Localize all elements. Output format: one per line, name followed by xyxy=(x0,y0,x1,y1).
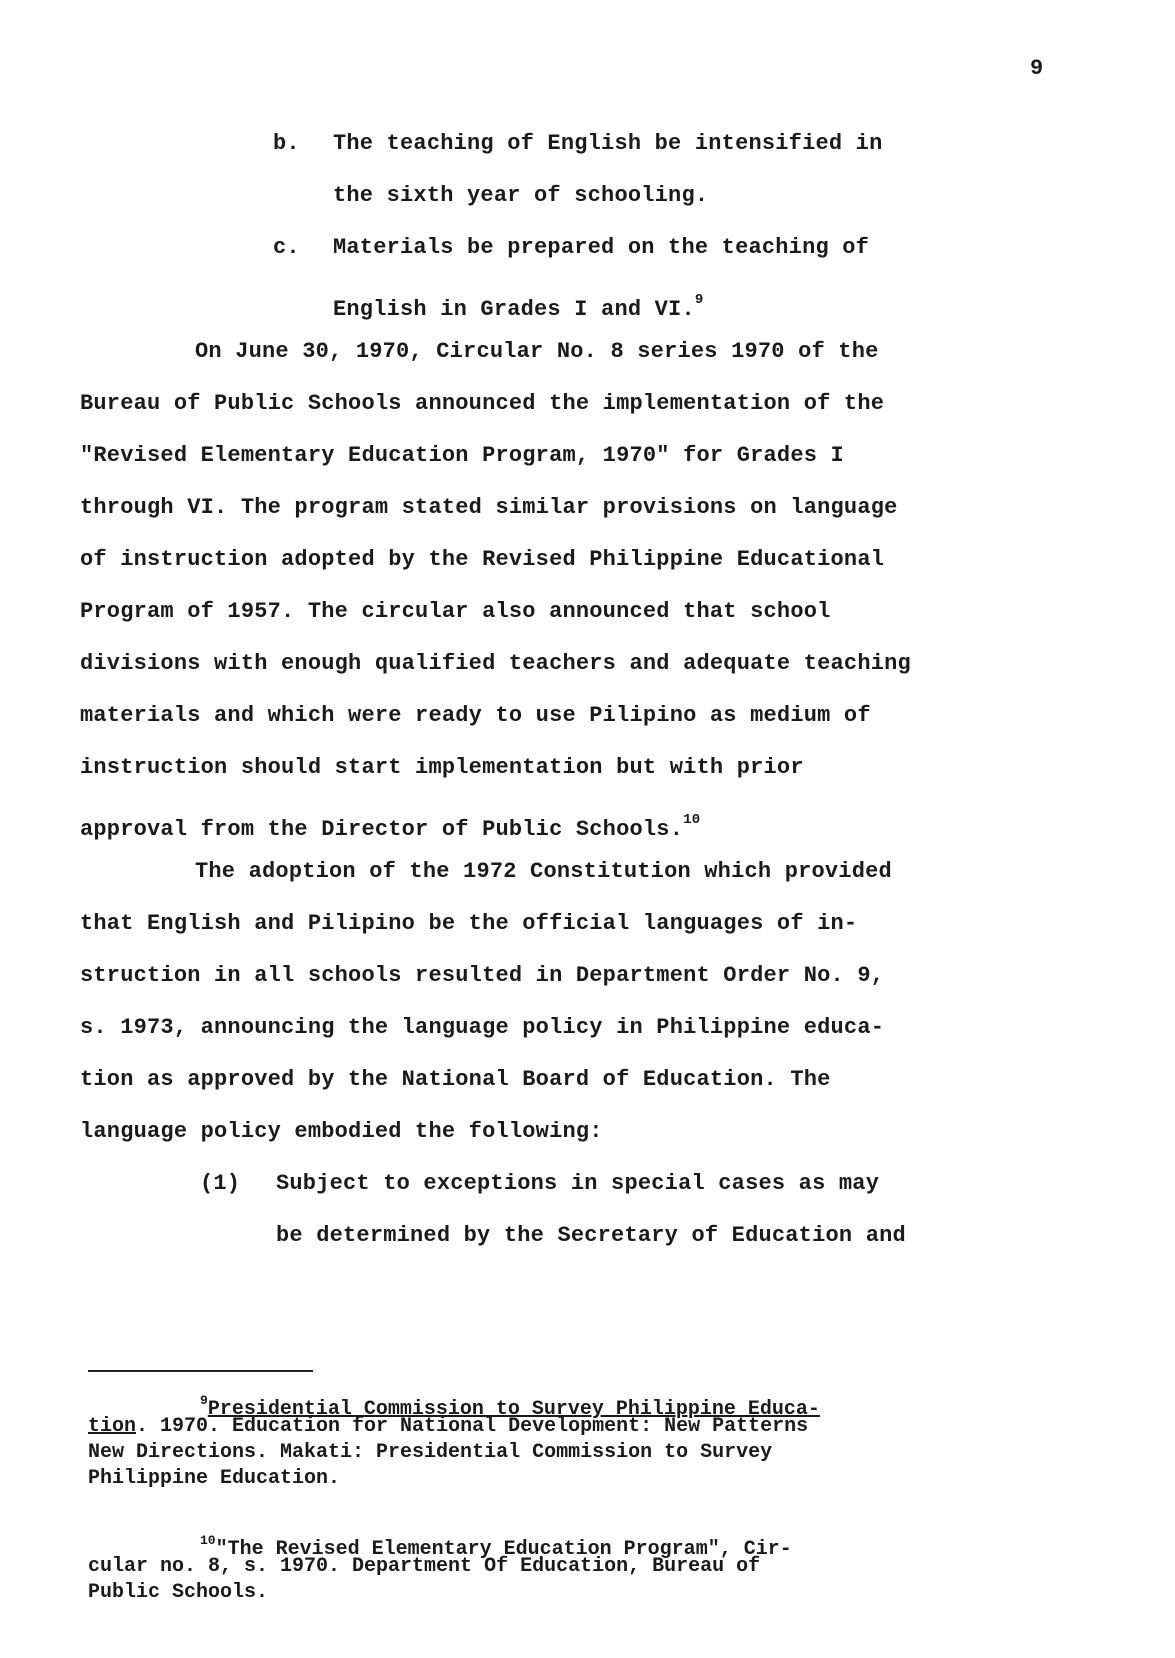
footnote-10-line-1: $^{10}$"The Revised Elementary Education Program", Cir- xyxy=(200,1533,792,1561)
para2-line-1: The adoption of the 1972 Constitution which provided xyxy=(195,859,892,884)
para2-line-2: that English and Pilipino be the official languages of in- xyxy=(80,911,858,936)
footnote-separator xyxy=(88,1370,313,1372)
para1-line-9: instruction should start implementation but with prior xyxy=(80,755,804,780)
list-marker-c: c. xyxy=(273,235,300,260)
footnote-9-line-2: tion. 1970. Education for National Development: New Patterns xyxy=(88,1415,809,1438)
list-marker-b: b. xyxy=(273,131,300,156)
footnote-10-line-3: Public Schools. xyxy=(88,1581,269,1604)
footnote-9-line-3: New Directions. Makati: Presidential Commission to Survey xyxy=(88,1441,773,1464)
numbered-item-marker: (1) xyxy=(200,1171,241,1196)
footnote-9-line-1: $^9$Presidential Commission to Survey Philippine Educa- xyxy=(200,1393,820,1421)
para1-line-7: divisions with enough qualified teachers and adequate teaching xyxy=(80,651,911,676)
footnote-ref-9: 9 xyxy=(694,292,704,308)
numbered-item-line-2: be determined by the Secretary of Education and xyxy=(276,1223,906,1248)
page-number: 9 xyxy=(1030,56,1044,81)
footnote-10-number: 10 xyxy=(200,1533,216,1548)
para2-line-6: language policy embodied the following: xyxy=(80,1119,603,1144)
para1-line-8: materials and which were ready to use Pilipino as medium of xyxy=(80,703,871,728)
footnote-ref-10: 10 xyxy=(683,812,701,828)
para1-line-2: Bureau of Public Schools announced the implementation of the xyxy=(80,391,885,416)
numbered-item-line-1: Subject to exceptions in special cases as may xyxy=(276,1171,880,1196)
list-item-b-line-2: the sixth year of schooling. xyxy=(333,183,709,208)
footnote-9-number: 9 xyxy=(200,1393,208,1408)
para1-line-5: of instruction adopted by the Revised Philippine Educational xyxy=(80,547,885,572)
list-item-c-line-2: English in Grades I and VI.$^9$ xyxy=(333,292,704,322)
para1-line-6: Program of 1957. The circular also announced that school xyxy=(80,599,831,624)
para2-line-4: s. 1973, announcing the language policy in Philippine educa- xyxy=(80,1015,885,1040)
list-item-b-line-1: The teaching of English be intensified in xyxy=(333,131,883,156)
footnote-9-line-4: Philippine Education. xyxy=(88,1467,341,1490)
para1-line-4: through VI. The program stated similar provisions on language xyxy=(80,495,898,520)
footnote-10-line-2: cular no. 8, s. 1970. Department Of Education, Bureau of xyxy=(88,1555,761,1578)
para1-line-3: "Revised Elementary Education Program, 1970" for Grades I xyxy=(80,443,844,468)
para1-line-1: On June 30, 1970, Circular No. 8 series 1970 of the xyxy=(195,339,879,364)
para2-line-3: struction in all schools resulted in Department Order No. 9, xyxy=(80,963,885,988)
para1-line-10: approval from the Director of Public Schools.$^{10}$ xyxy=(80,812,701,842)
list-item-c-line-1: Materials be prepared on the teaching of xyxy=(333,235,870,260)
para2-line-5: tion as approved by the National Board of Education. The xyxy=(80,1067,831,1092)
